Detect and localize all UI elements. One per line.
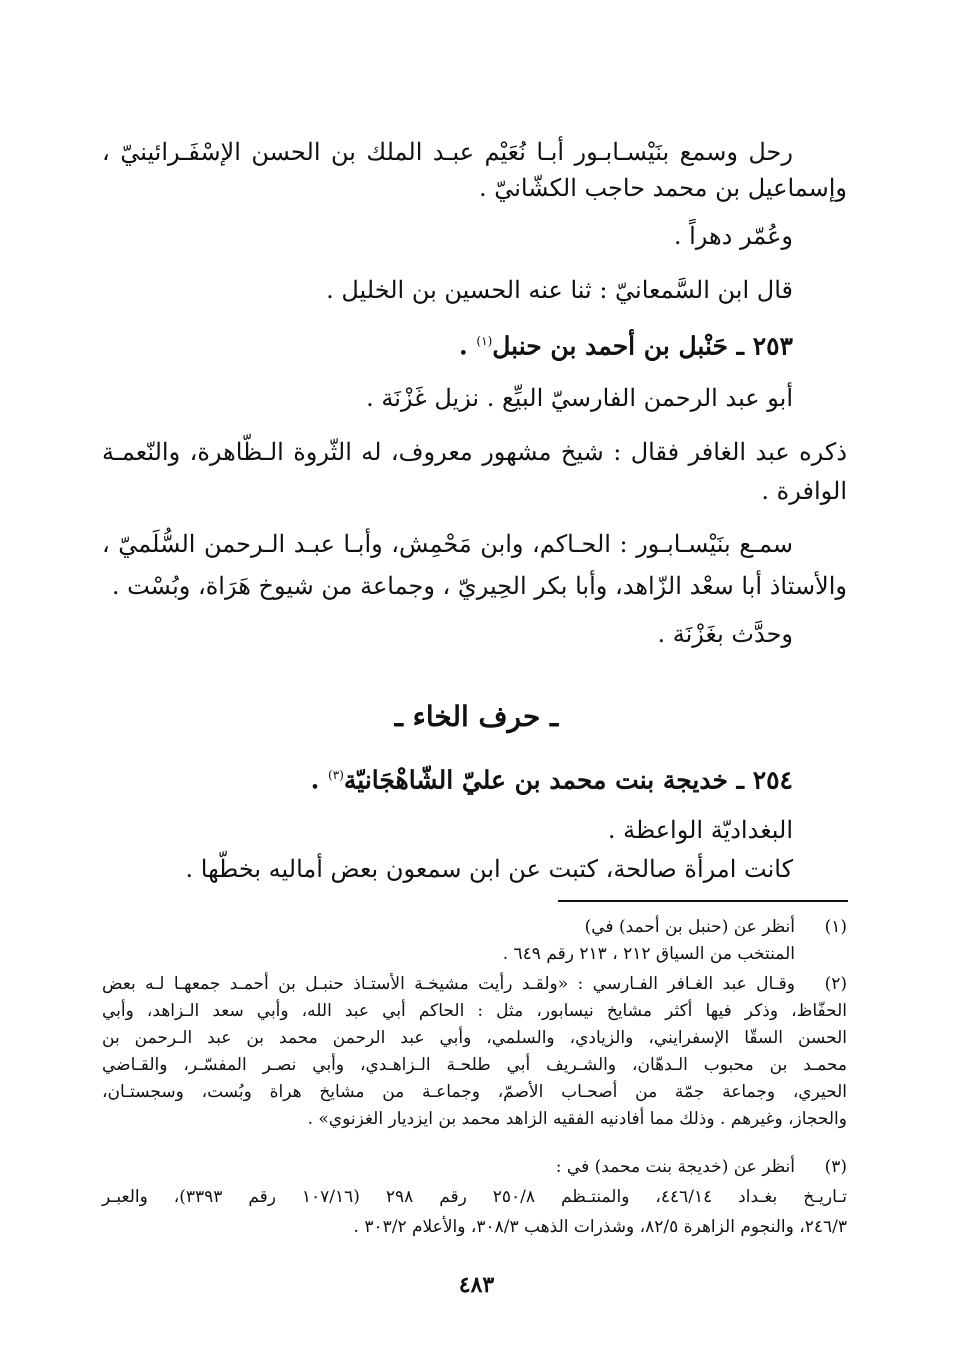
body-line-13: البغداديّة الواعظة . [607,816,793,844]
body-line-8: الوافرة . [761,477,847,505]
footnote-line: المنتخب من السياق ٢١٢ ، ٢١٣ رقم ٦٤٩ . [502,944,795,964]
footnote-line: ٢٤٦/٣، والنجوم الزاهرة ٨٢/٥، وشذرات الذهب ٣٠٨/٣، والأعلام ٣٠٣/٢ . [353,1217,847,1237]
body-line-2: وإسماعيل بن محمد حاجب الكشّانيّ . [478,174,847,202]
body-line-3: وعُمّر دهراً . [673,222,793,250]
page-number: ٤٨٣ [458,1272,495,1298]
body-line-10: والأستاذ أبا سعْد الزّاهد، وأبا بكر الحِيريّ ، وجماعة من شيوخ هَرَاة، وبُسْت . [111,572,847,600]
footnote-number: (٣) [824,1157,847,1177]
section-heading-khaa: ـ حرف الخاء ـ [394,700,559,733]
entry-253-heading [102,326,793,361]
footnote-separator [558,900,848,902]
entry-254-title: ٢٥٤ ـ خديجة بنت محمد بن عليّ الشّاهْجَانيّة [343,765,793,795]
body-line-1: رحل وسمع بنَيْسـابـور أبـا نُعَيْم عبـد الملك بن الحسن الإسْفَـرائينيّ ، [102,138,793,166]
footnote-line: تـاريـخ بغـداد ٤٤٦/١٤، والمنتـظم ٢٥٠/٨ رقم ٢٩٨ (١٠٧/١٦ رقم ٣٣٩٣)، والعبـر [102,1187,847,1207]
footnote-line: الحيري، وجماعة جمّة من أصحـاب الأصمّ، وجماعـة من مشايخ هراة وبُست، وسجستـان، [102,1082,847,1102]
footnote-number: (١) [824,917,847,937]
footnote-number: (٢) [824,974,847,994]
body-line-14: كانت امرأة صالحة، كتبت عن ابن سمعون بعض أماليه بخطّها . [185,855,793,883]
body-line-4: قال ابن السَّمعانيّ : ثنا عنه الحسين بن الخليل . [326,276,793,304]
footnote-line: أنظر عن (حنبل بن أحمد) في) [584,917,795,937]
footnote-line: أنظر عن (خديجة بنت محمد) في : [555,1157,795,1177]
footnote-line: الحفّاظ، وذكر فيها أكثر مشايخ نيسابور، مثل : الحاكم أبي عبد الله، وأبي سعد الـزاهد، وأبي [102,1001,847,1021]
entry-253-period: . [459,331,477,361]
footnote-ref-3: (٣) [328,768,344,782]
footnote-line: وقـال عبد الغـافر الفـارسي : «ولقـد رأيت مشيخـة الأستـاذ حنبـل بن أحمـد جمعهـا لـه بعض [102,974,795,994]
footnote-ref-1: (١) [476,334,493,348]
entry-254-period: . [310,765,329,795]
body-line-9: سمـع بنَيْسـابـور : الحـاكم، وابن مَحْمِش، وأبـا عبـد الـرحمن السُّلَميّ ، [102,530,793,558]
footnote-line: محمـد بن محبوب الـدهّان، والشـريف أبي طلحـة الـزاهـدي، وأبي نصـر المفسّـر، والقـاضي [102,1055,848,1075]
entry-253-title: ٢٥٣ ـ حَنْبل بن أحمد بن حنبل [492,331,793,361]
body-line-11: وحدَّث بغَزْنَة . [657,620,793,648]
footnote-line: والحجاز، وغيرهم . وذلك مما أفادنيه الفقيه الزاهد محمد بن ايزديار الغزنوي» . [307,1109,847,1129]
body-line-6: أبو عبد الرحمن الفارسيّ البيِّع . نزيل غَزْنَة . [366,384,793,412]
body-line-7: ذكره عبد الغافر فقال : شيخ مشهور معروف، له الثّروة الـظّاهرة، والنّعمـة [102,438,847,466]
entry-254-heading [102,760,793,795]
footnote-line: الحسن السقّا الإسفرايني، والزيادي، والسلمي، وأبي عبد الرحمن محمد بن عبد الـرحمن بن [102,1028,847,1048]
